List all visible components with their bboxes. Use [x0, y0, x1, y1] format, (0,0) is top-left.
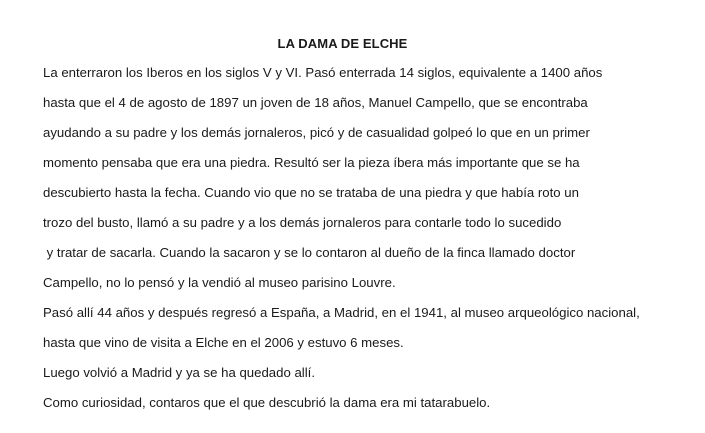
body-line: La enterraron los Iberos en los siglos V y VI. Pasó enterrada 14 siglos, equivalente a 1400 años	[43, 65, 603, 80]
body-line: hasta que el 4 de agosto de 1897 un joven de 18 años, Manuel Campello, que se encontraba	[43, 95, 588, 110]
body-line: momento pensaba que era una piedra. Resultó ser la pieza íbera más importante que se ha	[43, 155, 580, 170]
body-line: Como curiosidad, contaros que el que descubrió la dama era mi tatarabuelo.	[43, 395, 491, 410]
body-line: Campello, no lo pensó y la vendió al museo parisino Louvre.	[43, 275, 396, 290]
body-line: descubierto hasta la fecha. Cuando vio que no se trataba de una piedra y que había roto un	[43, 185, 579, 200]
document-title: LA DAMA DE ELCHE	[277, 36, 408, 51]
body-line: Pasó allí 44 años y después regresó a España, a Madrid, en el 1941, al museo arqueológico nacional,	[43, 305, 640, 320]
body-line: trozo del busto, llamó a su padre y a los demás jornaleros para contarle todo lo sucedido	[43, 215, 562, 230]
body-line: hasta que vino de visita a Elche en el 2006 y estuvo 6 meses.	[43, 335, 404, 350]
body-line: y tratar de sacarla. Cuando la sacaron y se lo contaron al dueño de la finca llamado doctor	[43, 245, 576, 260]
body-line: Luego volvió a Madrid y ya se ha quedado allí.	[43, 365, 315, 380]
document-body	[43, 63, 693, 423]
body-line: ayudando a su padre y los demás jornaleros, picó y de casualidad golpeó lo que en un primer	[43, 125, 590, 140]
